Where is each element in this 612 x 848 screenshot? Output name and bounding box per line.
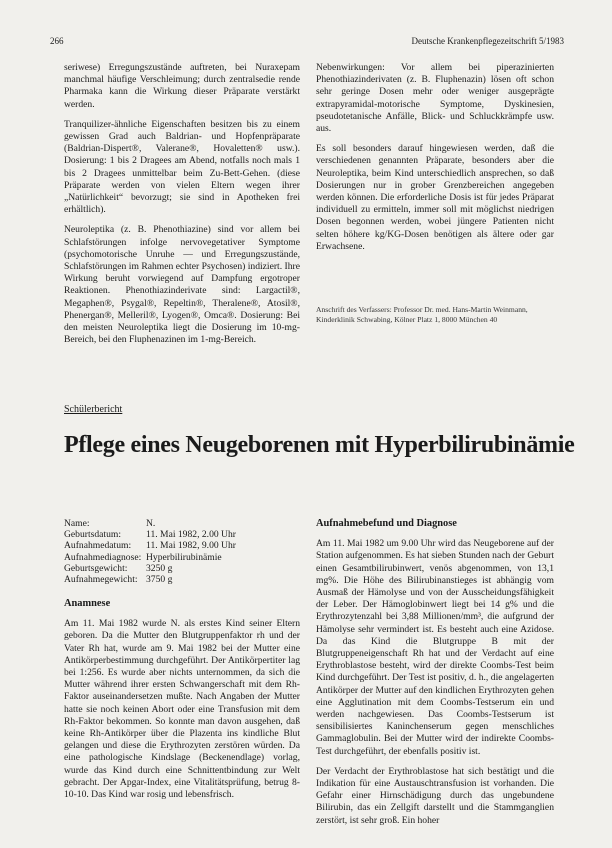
- paragraph: seriwese) Erregungszustände auftreten, bei Nuraxepam manchmal häufige Verschleimung; durch zentralsedie rende Pharmaka kann die Wirkung dieser Präparate verstärkt werden.: [64, 62, 300, 110]
- top-right-column: [316, 62, 554, 261]
- fact-row: Name: N.: [64, 518, 156, 529]
- fact-row: Geburtsdatum: 11. Mai 1982, 2.00 Uhr: [64, 529, 236, 541]
- patient-facts: [64, 518, 300, 585]
- paragraph: Am 11. Mai 1982 um 9.00 Uhr wird das Neugeborene auf der Station aufgenommen. Es hat sieben Stunden nach der Geburt einen Gesamtbilirubinwert, venös abgenommen, von 13,1 mg%. Die Höhe des Bilirubinanstieges ist abhängig vom Ausmaß der Hämolyse und von der Ausscheidungsfähigkeit der Leber. Der Hämoglobinwert liegt bei 14 g% und die Erythrozytenzahl bei 3,88 Millionen/mm³, die aufgrund der Hämolyse sehr vermindert ist. Es besteht auch eine Azidose. Da das Kind die Blutgruppe B mit der Blutgruppeneigenschaft Rh hat und der Verdacht auf eine Erythroblastose besteht, wird der direkte Coombs-Test beim Kind durchgeführt. Der Test ist positiv, d. h., die angelagerten Antikörper der Mutter auf den kindlichen Erythrozyten gehen eine Agglutination mit dem Coombs-Testserum ein und werden nachgewiesen. Das Coombs-Testserum ist sensibilisiertes Kaninchenserum gegen menschliches Gammaglobulin. Bei der Mutter wird der indirekte Coombs-Test durchgeführt, der ebenfalls positiv ist.: [316, 538, 554, 757]
- paragraph: Tranquilizer-ähnliche Eigenschaften besitzen bis zu einem gewissen Grad auch Baldrian- und Hopfenpräparate (Baldrian-Dispert®, Valerane®, Hovaletten® usw.). Dosierung: 1 bis 2 Dragees am Abend, notfalls noch mals 1 bis 2 Dragees unmittelbar beim Zu-Bett-Gehen. (diese Präparate werden von vielen Eltern wegen ihrer „Natürlichkeit“ bevorzugt; sie sind in Apotheken frei erhältlich).: [64, 118, 300, 216]
- top-left-column: [64, 62, 300, 354]
- section-heading: Aufnahmebefund und Diagnose: [316, 518, 457, 529]
- paragraph: Am 11. Mai 1982 wurde N. als erstes Kind seiner Eltern geboren. Da die Mutter den Blutgruppenfaktor rh und der Vater Rh hat, wurde am 9. Mai 1982 bei der Mutter eine Antikörperbestimmung durchgeführt. Der Antikörpertiter lag bei 1:256. Es wurde aber nichts unternommen, da sich die Mutter während ihrer ersten Schwangerschaft mit dem Rh-Faktor auseinandersetzen mußte. Nach Angaben der Mutter hatte sie noch keinen Abort oder eine Transfusion mit dem Rh-Faktor bekommen. So konnte man davon ausgehen, daß keine Rh-Antikörper über die Plazenta ins kindliche Blut gelangen und diese die Erythrozyten zerstören würden. Da eine pathologische Kindslage (Beckenendlage) vorlag, wurde das Kind durch eine Schnittentbindung zur Welt gebracht. Der Apgar-Index, eine Vitalitätsprüfung, betrug 8-10-10. Das Kind war rosig und lebensfrisch.: [64, 618, 300, 801]
- fact-row: Aufnahmediagnose: Hyperbilirubinämie: [64, 551, 222, 563]
- section-heading: Anamnese: [64, 598, 111, 609]
- page-number: 266: [50, 36, 64, 46]
- paragraph: Der Verdacht der Erythroblastose hat sich bestätigt und die Indikation für eine Austauschtransfusion ist vorhanden. Die Gefahr einer Hirnschädigung durch das ungebundene Bilirubin, das ein Zellgift darstellt und die Stammganglien zerstört, ist sehr groß. Ein hoher: [316, 765, 554, 826]
- fact-row: Aufnahmedatum: 11. Mai 1982, 9.00 Uhr: [64, 540, 236, 552]
- fact-row: Geburtsgewicht: 3250 g: [64, 562, 173, 574]
- author-address: Anschrift des Verfassers: Professor Dr. med. Hans-Martin Weinmann, Kinderklinik Schwabing, Kölner Platz 1, 8000 München 40: [316, 305, 528, 324]
- fact-row: Aufnahmegewicht: 3750 g: [64, 574, 173, 586]
- running-header: Deutsche Krankenpflegezeitschrift 5/1983: [411, 36, 564, 46]
- paragraph: Neuroleptika (z. B. Phenothiazine) sind vor allem bei Schlafstörungen infolge nervovegetativer Symptome (psychomotorische Unruhe — und Erregungszustände, Schlafstörungen im Rahmen echter Psychosen) indiziert. Ihre Wirkung beruht vorwiegend auf Dampfung ergotroper Reaktionen. Phenothiazinderivate sind: Largactil®, Megaphen®, Psygal®, Repeltin®, Theralene®, Atosil®, Phenergan®, Melleril®, Lyogen®, Omca®. Dosierung: Bei den meisten Neuroleptika liegt die Dosierung im 10-mg-Bereich, bei den Fluphenazinen im 1-mg-Bereich.: [64, 224, 300, 346]
- aufnahme-section: [316, 518, 554, 835]
- anamnese-section: [64, 598, 300, 809]
- article-title: Pflege eines Neugeborenen mit Hyperbilirubinämie: [64, 432, 575, 458]
- paragraph: Nebenwirkungen: Vor allem bei piperazinierten Phenothiazinderivaten (z. B. Fluphenazin) lösen oft schon sehr geringe Dosen mehr oder weniger ausgeprägte extrapyramidal-motorische Symptome, Dyskinesien, pseudotetanische Anfälle, Blick- und Schluckkrämpfe usw. aus.: [316, 62, 554, 135]
- section-rubric: Schülerbericht: [64, 404, 123, 415]
- paragraph: Es soll besonders darauf hingewiesen werden, daß die verschiedenen genannten Präparate, besonders aber die Neuroleptika, beim Kind unterschiedlich ansprechen, so daß Dosierungen nur in grober Grenzbereichen angegeben werden können. Die erforderliche Dosis ist für jedes Präparat individuell zu ermitteln, immer soll mit möglichst niedrigen Dosen begonnen werden, wobei jüngere Patienten nicht selten höhere kg/KG-Dosen benötigen als ältere oder gar Erwachsene.: [316, 143, 554, 252]
